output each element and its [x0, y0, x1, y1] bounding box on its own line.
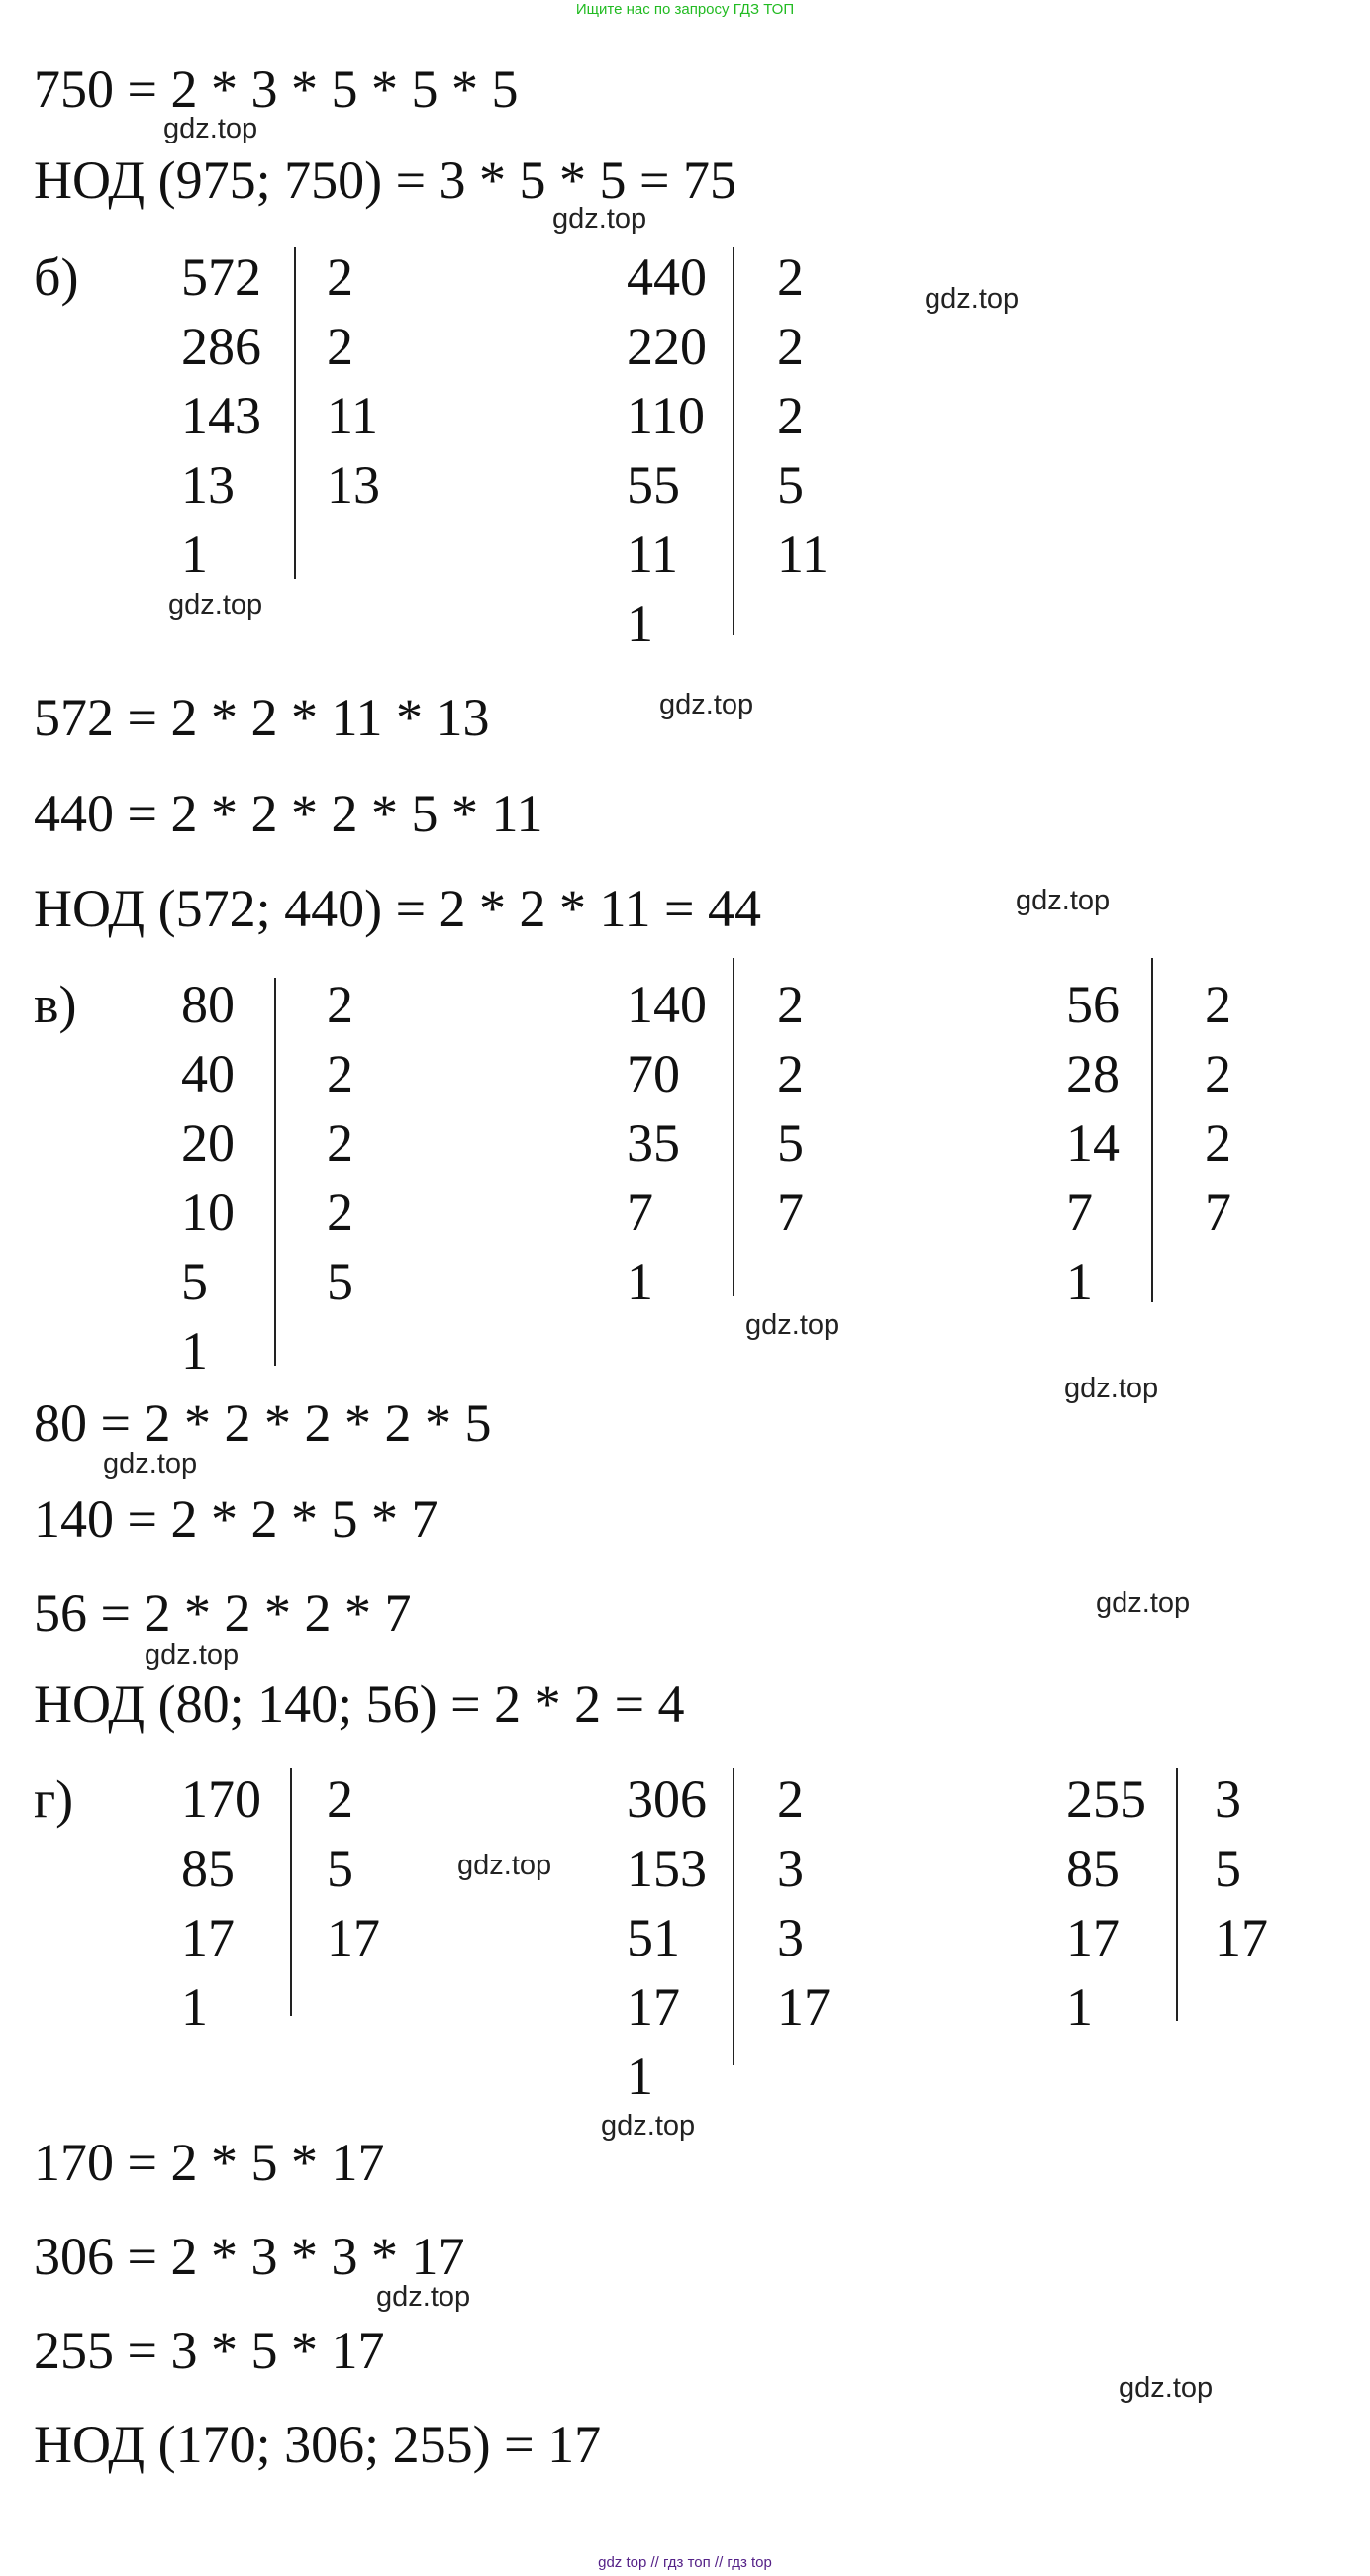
- dividend: 255: [1066, 1769, 1146, 1829]
- divisor: 17: [777, 1977, 831, 2037]
- dividend: 110: [627, 386, 705, 445]
- dividend: 7: [627, 1183, 653, 1242]
- part-g-label: г): [34, 1769, 74, 1829]
- dividend: 17: [627, 1977, 680, 2037]
- gcd-975-750: НОД (975; 750) = 3 * 5 * 5 = 75: [34, 150, 737, 210]
- watermark: gdz.top: [552, 203, 647, 235]
- watermark: gdz.top: [457, 1850, 552, 1881]
- dividend: 306: [627, 1769, 707, 1829]
- divider-line: [733, 958, 734, 1296]
- equation-750: 750 = 2 * 3 * 5 * 5 * 5: [34, 59, 519, 119]
- part-b-table1-right: [327, 242, 380, 520]
- part-v-table3-left: [1066, 970, 1120, 1316]
- gcd-170-306-255: НОД (170; 306; 255) = 17: [34, 2415, 602, 2474]
- part-b-table2-right: [777, 242, 829, 589]
- equation-572: 572 = 2 * 2 * 11 * 13: [34, 688, 490, 747]
- divisor: 2: [327, 1044, 353, 1103]
- divisor: 2: [1205, 975, 1231, 1034]
- equation-306: 306 = 2 * 3 * 3 * 17: [34, 2227, 465, 2286]
- dividend: 143: [181, 386, 261, 445]
- watermark: gdz.top: [1119, 2372, 1214, 2404]
- part-b-table2-left: [627, 242, 707, 658]
- gcd-80-140-56: НОД (80; 140; 56) = 2 * 2 = 4: [34, 1674, 685, 1734]
- dividend: 1: [627, 1252, 653, 1311]
- dividend: 5: [181, 1252, 208, 1311]
- dividend: 51: [627, 1908, 680, 1967]
- watermark: gdz.top: [103, 1448, 198, 1479]
- divider-line: [294, 247, 296, 579]
- equation-255: 255 = 3 * 5 * 17: [34, 2321, 385, 2380]
- divisor: 2: [327, 1113, 353, 1173]
- divisor: 2: [777, 1769, 804, 1829]
- divisor: 3: [1215, 1769, 1241, 1829]
- divisor: 3: [777, 1908, 804, 1967]
- divisor: 2: [327, 1183, 353, 1242]
- dividend: 572: [181, 247, 261, 307]
- watermark: gdz.top: [376, 2281, 471, 2313]
- watermark: gdz.top: [925, 283, 1020, 315]
- dividend: 1: [181, 1977, 208, 2037]
- watermark: gdz.top: [1096, 1587, 1191, 1619]
- part-g-table2-left: [627, 1765, 707, 2111]
- watermark: gdz.top: [1016, 885, 1111, 916]
- divisor: 2: [327, 1769, 353, 1829]
- watermark: gdz.top: [163, 113, 258, 144]
- dividend: 1: [627, 594, 653, 653]
- dividend: 55: [627, 455, 680, 515]
- divisor: 5: [777, 455, 804, 515]
- dividend: 56: [1066, 975, 1120, 1034]
- watermark: gdz.top: [145, 1639, 240, 1670]
- dividend: 20: [181, 1113, 235, 1173]
- equation-440: 440 = 2 * 2 * 2 * 5 * 11: [34, 784, 543, 843]
- part-v-label: в): [34, 975, 77, 1034]
- divisor: 17: [1215, 1908, 1268, 1967]
- part-g-table3-right: [1215, 1765, 1268, 1972]
- divider-line: [1176, 1768, 1178, 2021]
- watermark: gdz.top: [601, 2110, 696, 2142]
- divisor: 2: [777, 247, 804, 307]
- dividend: 80: [181, 975, 235, 1034]
- part-v-table1-left: [181, 970, 235, 1385]
- part-v-table2-left: [627, 970, 707, 1316]
- dividend: 440: [627, 247, 707, 307]
- divisor: 2: [327, 247, 353, 307]
- dividend: 28: [1066, 1044, 1120, 1103]
- divisor: 11: [327, 386, 378, 445]
- dividend: 40: [181, 1044, 235, 1103]
- divisor: 2: [777, 1044, 804, 1103]
- dividend: 11: [627, 525, 678, 584]
- watermark: gdz.top: [1064, 1373, 1159, 1404]
- footer-links[interactable]: gdz top // гдз топ // гдз top: [598, 2554, 772, 2571]
- dividend: 1: [627, 2047, 653, 2106]
- divisor: 5: [327, 1252, 353, 1311]
- dividend: 1: [181, 1321, 208, 1381]
- part-g-table3-left: [1066, 1765, 1146, 2042]
- divisor: 5: [777, 1113, 804, 1173]
- divider-line: [1151, 958, 1153, 1302]
- dividend: 17: [1066, 1908, 1120, 1967]
- watermark: gdz.top: [168, 589, 263, 620]
- part-v-table1-right: [327, 970, 353, 1316]
- equation-140: 140 = 2 * 2 * 5 * 7: [34, 1489, 439, 1549]
- dividend: 1: [1066, 1252, 1093, 1311]
- divisor: 2: [327, 317, 353, 376]
- dividend: 17: [181, 1908, 235, 1967]
- divider-line: [733, 247, 734, 635]
- dividend: 70: [627, 1044, 680, 1103]
- divisor: 2: [1205, 1044, 1231, 1103]
- divisor: 2: [327, 975, 353, 1034]
- top-banner[interactable]: Ищите нас по запросу ГДЗ ТОП: [575, 1, 795, 18]
- divisor: 2: [1205, 1113, 1231, 1173]
- equation-56: 56 = 2 * 2 * 2 * 7: [34, 1583, 412, 1643]
- divisor: 5: [1215, 1839, 1241, 1898]
- equation-80: 80 = 2 * 2 * 2 * 2 * 5: [34, 1393, 492, 1453]
- divisor: 13: [327, 455, 380, 515]
- dividend: 85: [1066, 1839, 1120, 1898]
- divisor: 17: [327, 1908, 380, 1967]
- part-b-label: б): [34, 247, 79, 307]
- divider-line: [290, 1768, 292, 2016]
- dividend: 14: [1066, 1113, 1120, 1173]
- dividend: 1: [181, 525, 208, 584]
- part-g-table1-left: [181, 1765, 261, 2042]
- watermark: gdz.top: [659, 689, 754, 720]
- divisor: 2: [777, 317, 804, 376]
- part-v-table3-right: [1205, 970, 1231, 1247]
- divisor: 11: [777, 525, 829, 584]
- dividend: 85: [181, 1839, 235, 1898]
- dividend: 170: [181, 1769, 261, 1829]
- dividend: 286: [181, 317, 261, 376]
- divisor: 3: [777, 1839, 804, 1898]
- dividend: 10: [181, 1183, 235, 1242]
- part-v-table2-right: [777, 970, 804, 1247]
- dividend: 13: [181, 455, 235, 515]
- watermark: gdz.top: [745, 1309, 840, 1341]
- divisor: 7: [1205, 1183, 1231, 1242]
- divisor: 2: [777, 386, 804, 445]
- dividend: 35: [627, 1113, 680, 1173]
- divisor: 7: [777, 1183, 804, 1242]
- part-b-table1-left: [181, 242, 261, 589]
- part-g-table2-right: [777, 1765, 831, 2042]
- dividend: 1: [1066, 1977, 1093, 2037]
- divider-line: [274, 978, 276, 1366]
- dividend: 220: [627, 317, 707, 376]
- dividend: 153: [627, 1839, 707, 1898]
- divisor: 5: [327, 1839, 353, 1898]
- gcd-572-440: НОД (572; 440) = 2 * 2 * 11 = 44: [34, 879, 762, 938]
- divider-line: [733, 1768, 734, 2065]
- dividend: 7: [1066, 1183, 1093, 1242]
- divisor: 2: [777, 975, 804, 1034]
- part-g-table1-right: [327, 1765, 380, 1972]
- equation-170: 170 = 2 * 5 * 17: [34, 2133, 385, 2192]
- dividend: 140: [627, 975, 707, 1034]
